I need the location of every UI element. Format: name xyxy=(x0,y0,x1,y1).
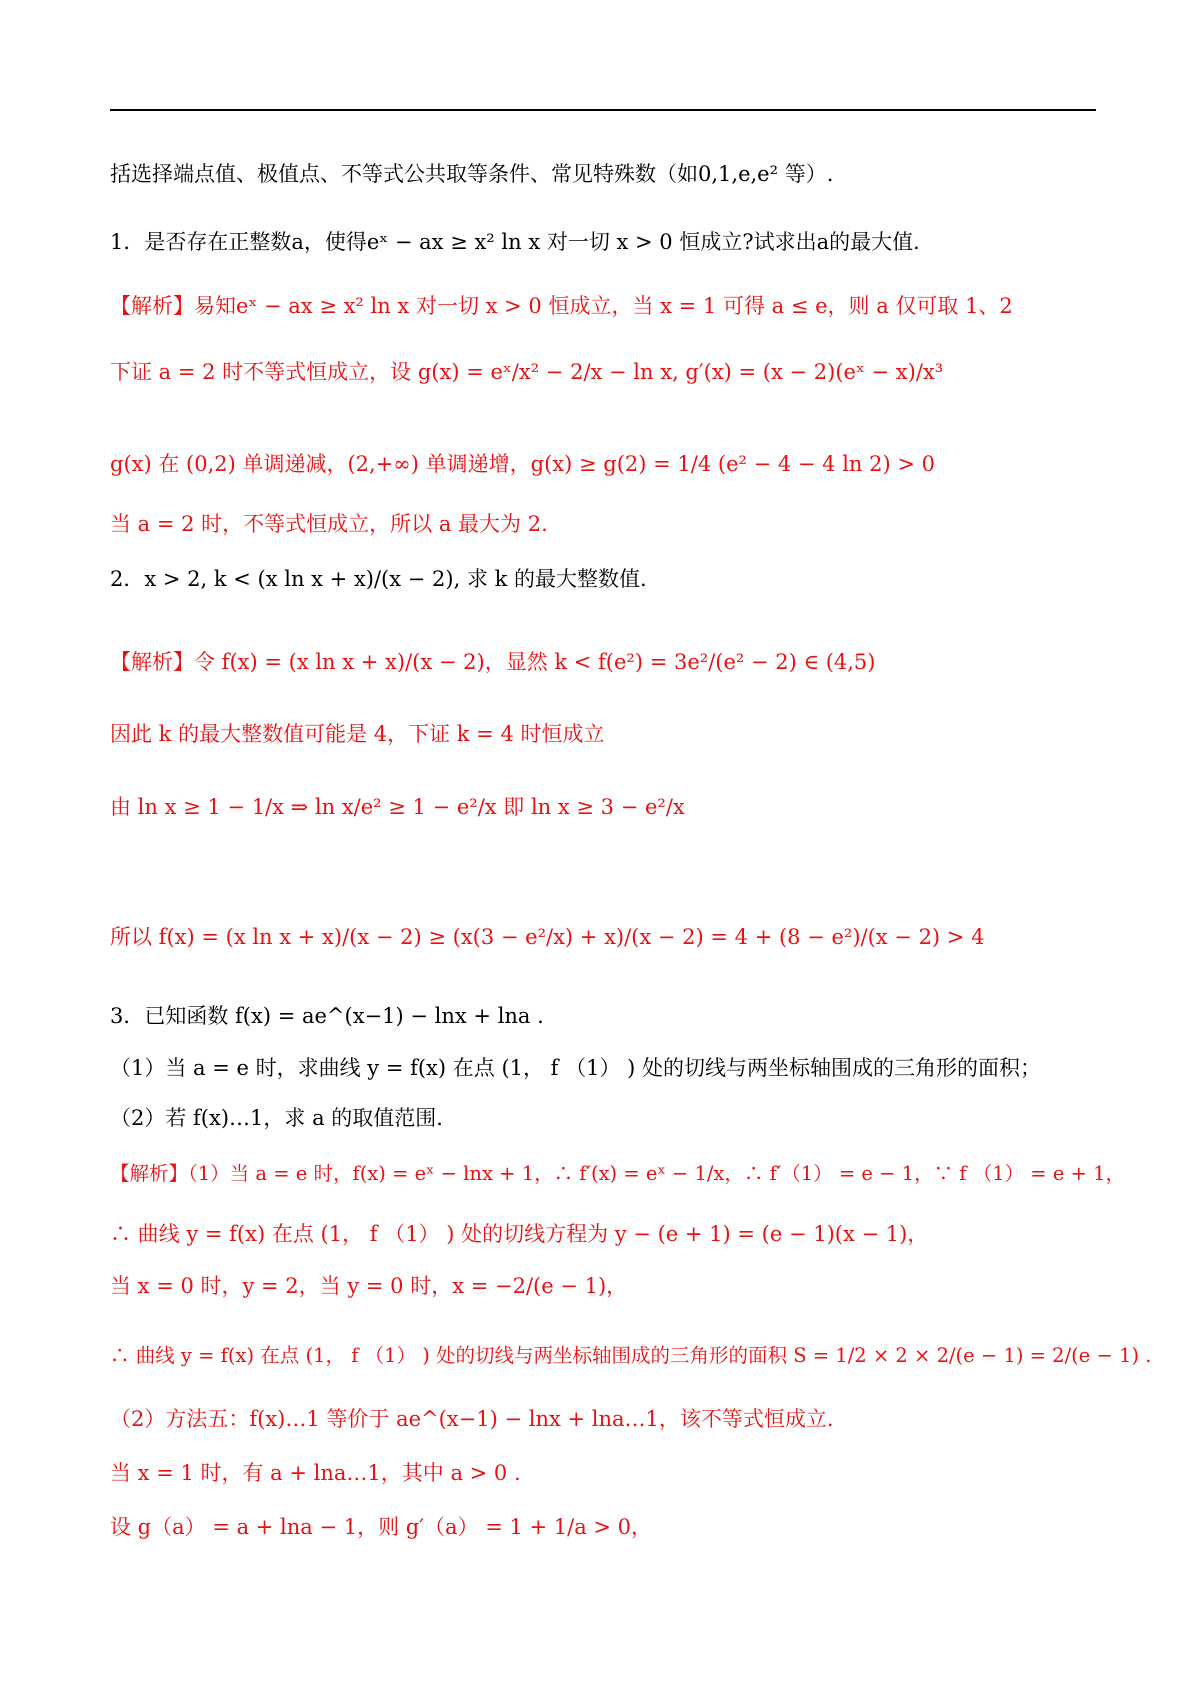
solution-2-line-2: 因此 k 的最大整数值可能是 4，下证 k = 4 时恒成立 xyxy=(110,722,605,746)
solution-3-line-3: 当 x = 0 时，y = 2，当 y = 0 时，x = −2/(e − 1)， xyxy=(110,1274,628,1298)
solution-text: 易知eˣ − ax ≥ x² ln x 对一切 x > 0 恒成立，当 x = 1 可得 a ≤ e，则 a 仅可取 1、2 xyxy=(194,294,1013,318)
solution-3-line-1 xyxy=(110,1162,1125,1185)
solution-1-line-2: 下证 a = 2 时不等式恒成立，设 g(x) = eˣ/x² − 2/x − ln x, g′(x) = (x − 2)(eˣ − x)/x³ xyxy=(110,360,944,384)
solution-1-line-4: 当 a = 2 时，不等式恒成立，所以 a 最大为 2. xyxy=(110,512,548,536)
solution-3-line-4: ∴ 曲线 y = f(x) 在点 (1， f （1） ) 处的切线与两坐标轴围成的三角形的面积 S = 1/2 × 2 × 2/(e − 1) = 2/(e − 1) . xyxy=(110,1344,1152,1367)
question-3: 3．已知函数 f(x) = ae^(x−1) − lnx + lna . xyxy=(110,1004,544,1028)
solution-3-line-7: 设 g（a） = a + lna − 1，则 g′（a） = 1 + 1/a > 0， xyxy=(110,1515,653,1539)
question-3-part-1: （1）当 a = e 时，求曲线 y = f(x) 在点 (1， f （1） ) 处的切线与两坐标轴围成的三角形的面积； xyxy=(110,1056,1042,1080)
question-2: 2．x > 2, k < (x ln x + x)/(x − 2), 求 k 的最大整数值. xyxy=(110,567,647,591)
solution-3-line-2: ∴ 曲线 y = f(x) 在点 (1， f （1） ) 处的切线方程为 y − (e + 1) = (e − 1)(x − 1)， xyxy=(110,1222,929,1246)
solution-3-line-6: 当 x = 1 时，有 a + lna…1，其中 a > 0 . xyxy=(110,1461,521,1485)
analysis-tag: 【解析】 xyxy=(110,294,194,318)
solution-1-line-3: g(x) 在 (0,2) 单调递减，(2,+∞) 单调递增，g(x) ≥ g(2) = 1/4 (e² − 4 − 4 ln 2) > 0 xyxy=(110,452,935,476)
solution-text: 令 f(x) = (x ln x + x)/(x − 2)，显然 k < f(e²) = 3e²/(e² − 2) ∈ (4,5) xyxy=(194,650,876,674)
solution-3-line-5: （2）方法五：f(x)…1 等价于 ae^(x−1) − lnx + lna…1，该不等式恒成立. xyxy=(110,1407,834,1431)
solution-text: （1）当 a = e 时，f(x) = eˣ − lnx + 1，∴ f′(x) = eˣ − 1/x，∴ f′（1） = e − 1，∵ f （1） = e + 1， xyxy=(188,1162,1126,1185)
question-1: 1．是否存在正整数a，使得eˣ − ax ≥ x² ln x 对一切 x > 0 恒成立?试求出a的最大值. xyxy=(110,230,920,254)
analysis-tag: 【解析】 xyxy=(110,1162,189,1185)
analysis-tag: 【解析】 xyxy=(110,650,194,674)
solution-2-line-1 xyxy=(110,650,876,675)
question-3-part-2: （2）若 f(x)…1，求 a 的取值范围. xyxy=(110,1106,443,1130)
intro-line: 括选择端点值、极值点、不等式公共取等条件、常见特殊数（如0,1,e,e² 等）. xyxy=(110,162,834,186)
solution-2-line-4: 所以 f(x) = (x ln x + x)/(x − 2) ≥ (x(3 − e²/x) + x)/(x − 2) = 4 + (8 − e²)/(x − 2) > 4 xyxy=(110,925,985,949)
solution-2-line-3: 由 ln x ≥ 1 − 1/x ⇒ ln x/e² ≥ 1 − e²/x 即 ln x ≥ 3 − e²/x xyxy=(110,795,685,819)
header-rule xyxy=(110,109,1096,111)
solution-1-line-1 xyxy=(110,294,1013,319)
